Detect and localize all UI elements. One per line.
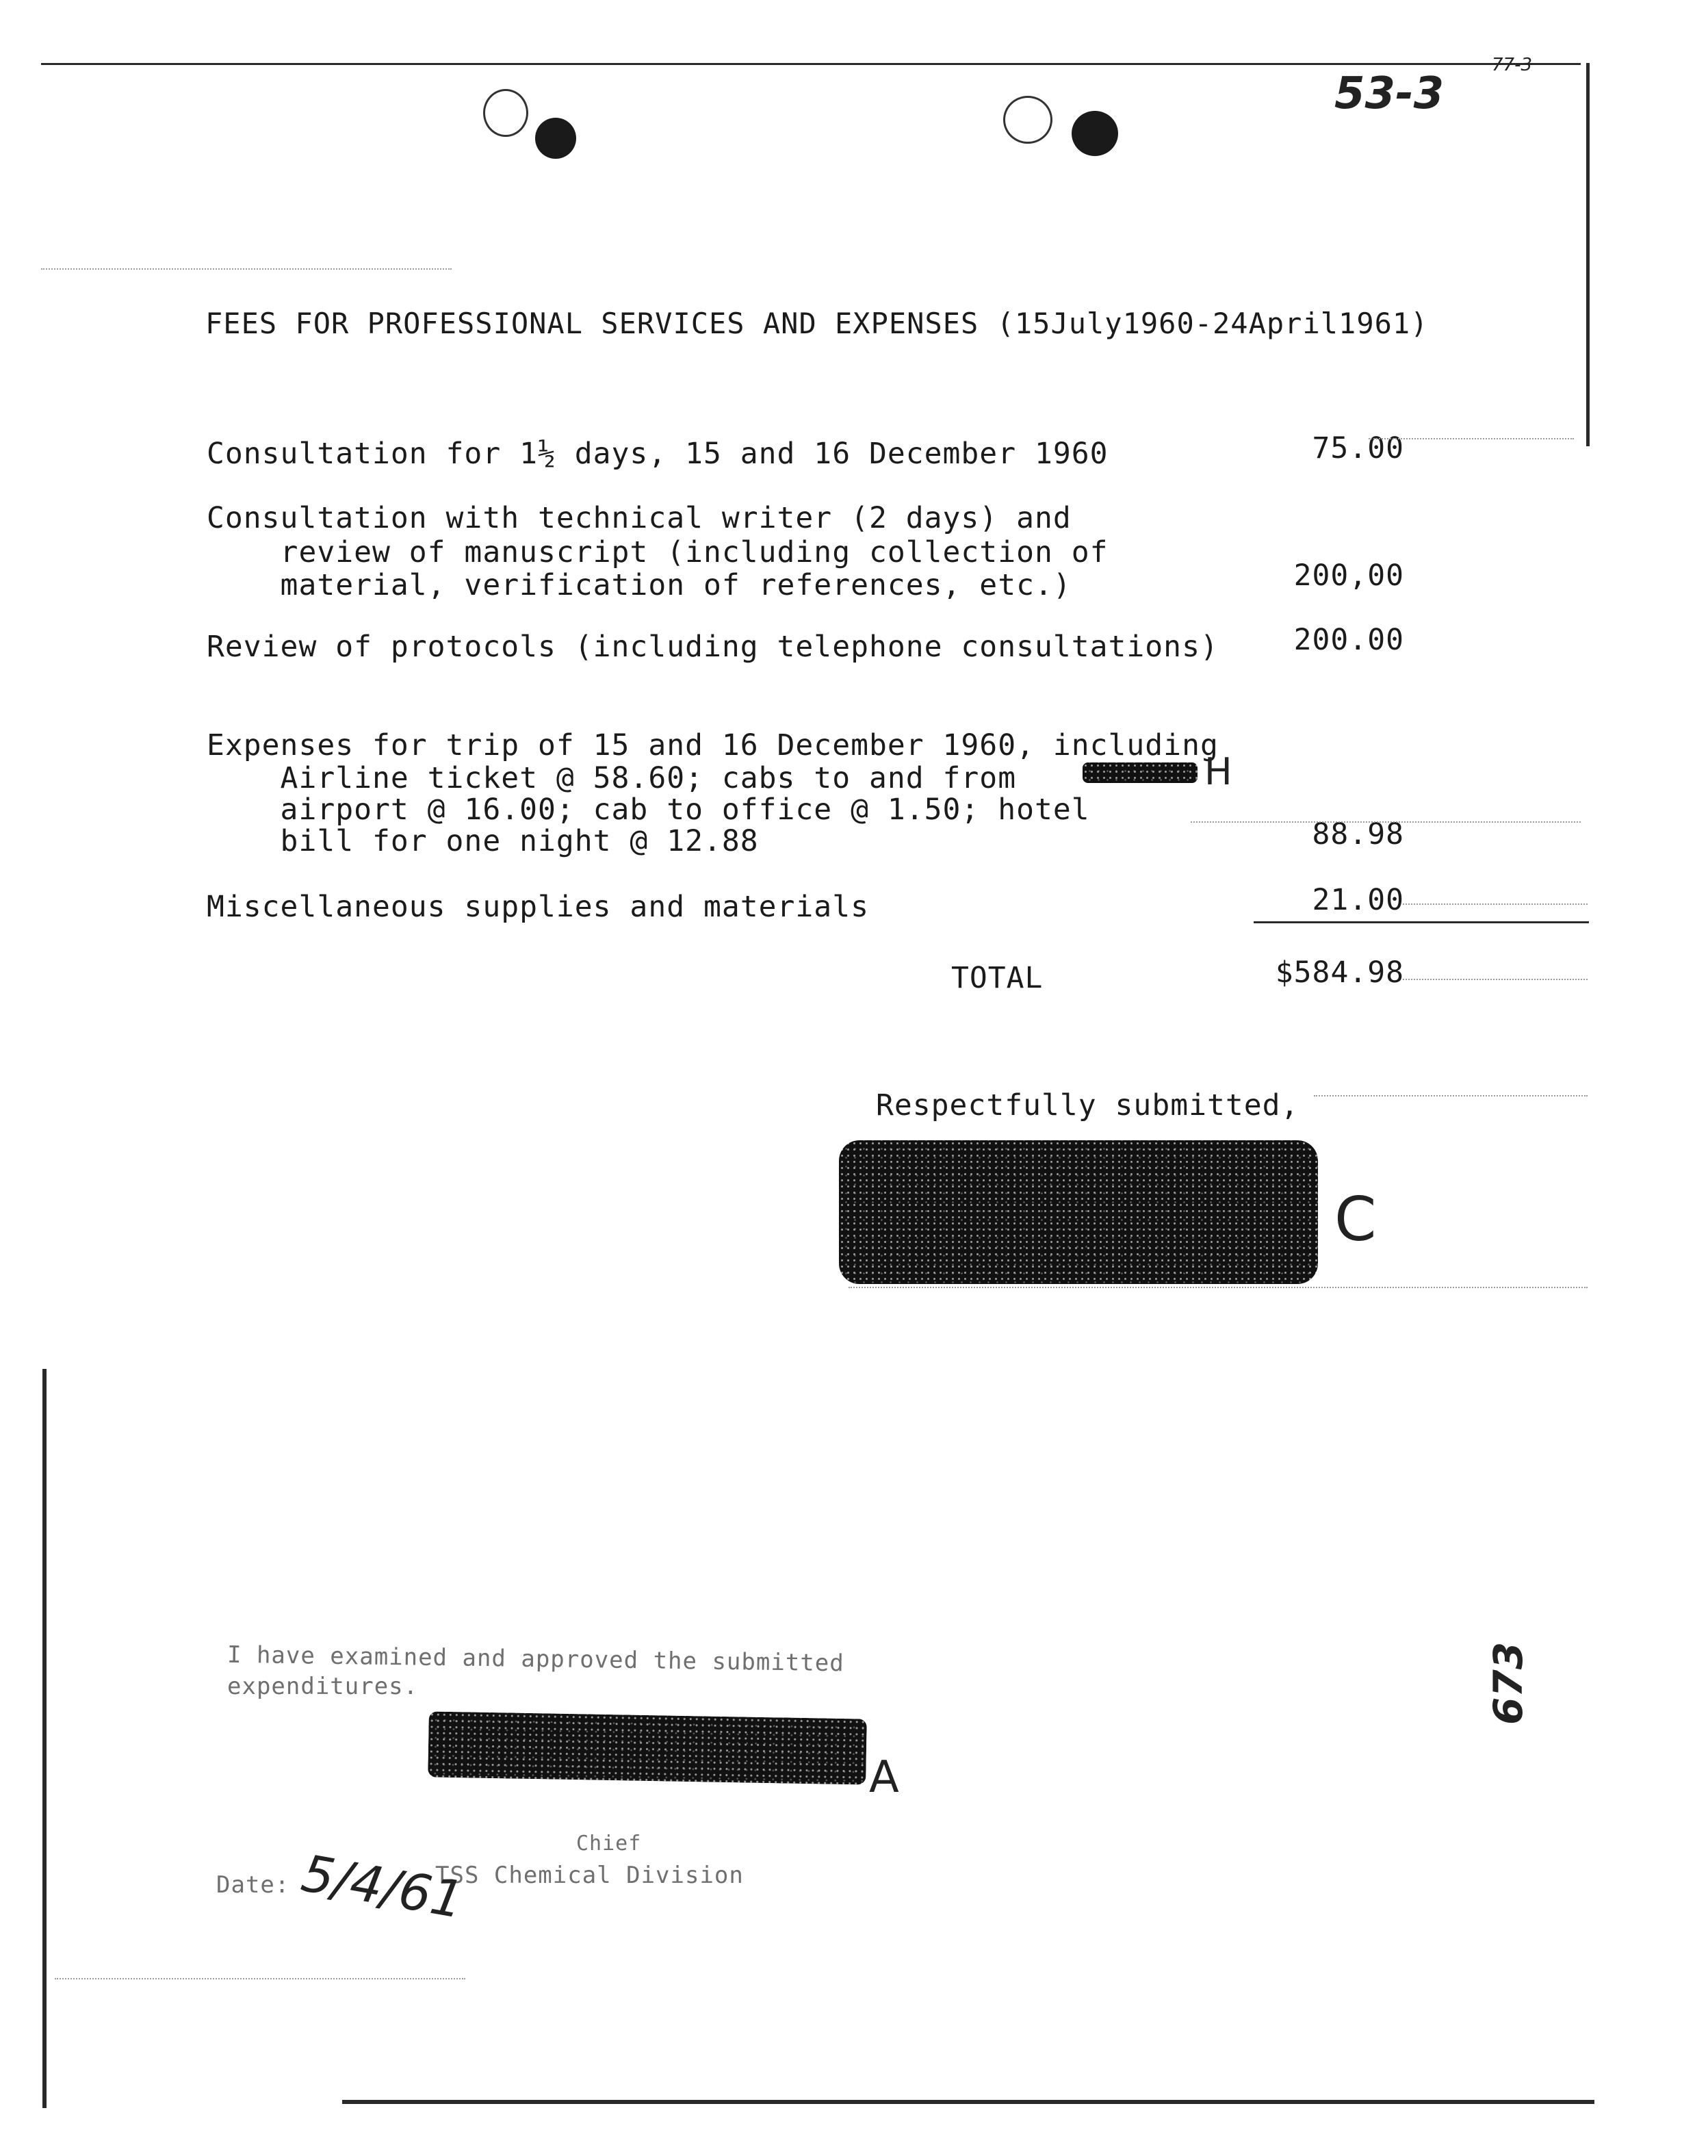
document-title: FEES FOR PROFESSIONAL SERVICES AND EXPENSES (15July1960-24April1961) — [205, 307, 1429, 340]
file-number: 53-3 — [1334, 68, 1445, 119]
redaction-mark-c: C — [1334, 1184, 1377, 1255]
item-1-amount: 75.00 — [1312, 431, 1404, 465]
approver-division: TSS Chemical Division — [435, 1862, 744, 1889]
total-amount: $584.98 — [1275, 955, 1404, 990]
scan-artifact-line — [1314, 1095, 1588, 1096]
item-2-line-3: material, verification of references, etc.) — [207, 568, 1072, 602]
redaction-mark-h: H — [1204, 750, 1232, 793]
item-3-amount: 200.00 — [1293, 623, 1404, 657]
top-border-line — [41, 63, 1581, 65]
scan-artifact-line — [1369, 438, 1574, 439]
total-rule — [1254, 921, 1589, 923]
redaction-mark-a: A — [869, 1752, 899, 1803]
approval-line-2: expenditures. — [227, 1673, 419, 1700]
approver-title: Chief — [576, 1832, 642, 1856]
punch-hole-right — [1072, 111, 1118, 156]
item-2-amount: 200,00 — [1293, 559, 1404, 593]
left-border-line — [42, 1369, 47, 2108]
date-value: 5/4/61 — [297, 1843, 468, 1931]
item-3-line-1: Review of protocols (including telephone consultations) — [207, 630, 1219, 664]
closing-text: Respectfully submitted, — [876, 1088, 1299, 1122]
total-label: TOTAL — [951, 961, 1044, 995]
scan-artifact-line — [1191, 821, 1581, 823]
corner-mark: 77-3 — [1492, 55, 1533, 75]
item-4-line-1: Expenses for trip of 15 and 16 December 1960, including — [207, 728, 1219, 762]
scan-artifact-line — [1403, 903, 1588, 905]
scan-artifact-line — [1403, 979, 1588, 980]
side-number: 673 — [1485, 1641, 1531, 1725]
redaction-city — [1083, 762, 1198, 783]
item-4-line-2: Airline ticket @ 58.60; cabs to and from — [207, 761, 1017, 795]
item-1-line-1: Consultation for 1½ days, 15 and 16 December 1960 — [207, 437, 1109, 471]
redaction-signature — [839, 1140, 1318, 1284]
item-4-line-3: airport @ 16.00; cab to office @ 1.50; hotel — [207, 793, 1090, 827]
punch-hole-right-ring — [1003, 96, 1052, 144]
approval-line-1: I have examined and approved the submitted — [227, 1641, 844, 1678]
bottom-border-line — [342, 2100, 1594, 2104]
item-5-line-1: Miscellaneous supplies and materials — [207, 890, 869, 924]
item-2-line-2: review of manuscript (including collection of — [207, 535, 1109, 569]
item-5-amount: 21.00 — [1312, 883, 1404, 917]
scan-artifact-line — [41, 268, 452, 270]
scan-artifact-line — [55, 1978, 465, 1979]
item-4-line-4: bill for one night @ 12.88 — [207, 824, 759, 858]
punch-hole-left — [535, 118, 576, 159]
right-border-line — [1586, 63, 1590, 446]
item-4-amount: 88.98 — [1312, 817, 1404, 851]
redaction-approver — [428, 1711, 867, 1784]
item-2-line-1: Consultation with technical writer (2 days) and — [207, 501, 1072, 535]
date-label: Date: — [216, 1871, 290, 1899]
punch-hole-left-ring — [483, 89, 528, 137]
scan-artifact-line — [849, 1287, 1588, 1288]
